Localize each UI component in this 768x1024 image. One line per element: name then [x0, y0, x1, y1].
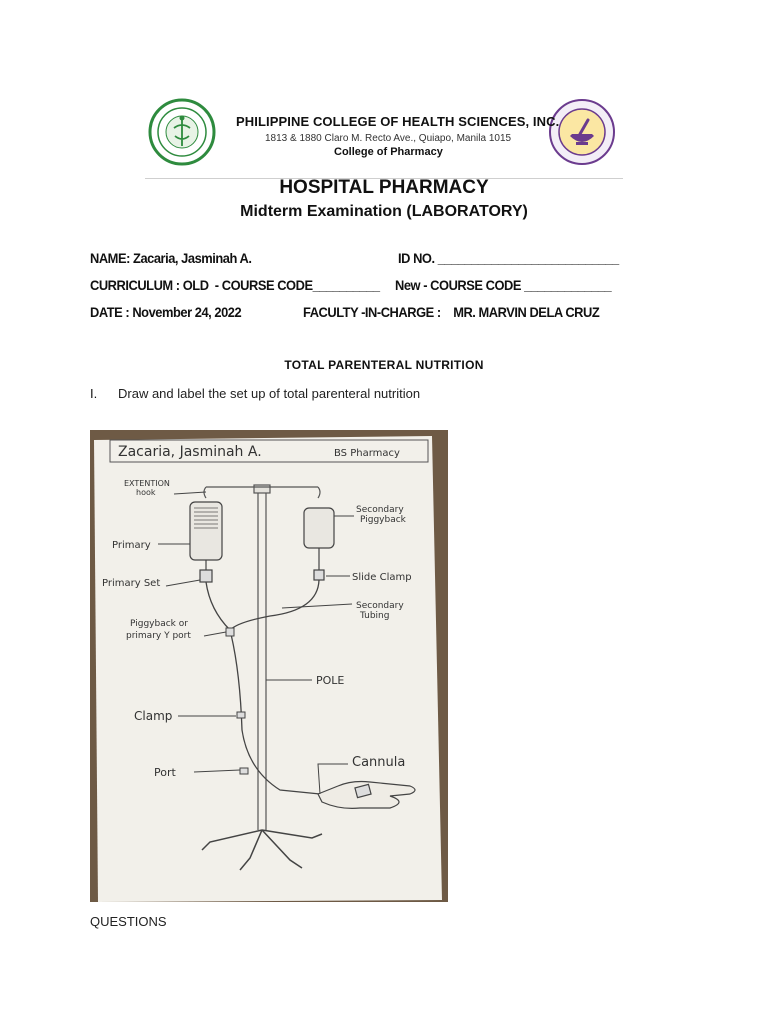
faculty-in-charge: FACULTY -IN-CHARGE : MR. MARVIN DELA CRUZ — [303, 304, 600, 320]
label-piggyback-2: primary Y port — [126, 631, 191, 641]
label-primary: Primary — [112, 540, 151, 551]
label-primary-set: Primary Set — [102, 578, 161, 589]
exam-date: DATE : November 24, 2022 — [90, 304, 242, 320]
label-secondary-tubing-2: Tubing — [360, 611, 390, 621]
drawing-student-name: Zacaria, Jasminah A. — [118, 444, 262, 460]
label-slide-clamp: Slide Clamp — [352, 572, 412, 583]
label-secondary-tubing: Secondary — [356, 601, 404, 611]
college-seal-green — [148, 98, 216, 166]
label-clamp: Clamp — [134, 709, 173, 723]
curriculum-new-code: New - COURSE CODE _____________ — [395, 277, 612, 293]
y-port — [226, 628, 234, 636]
school-address: 1813 & 1880 Claro M. Recto Ave., Quiapo, Manila 1015 — [265, 133, 512, 144]
label-piggyback: Piggyback or — [130, 619, 188, 629]
curriculum-old-code: CURRICULUM : OLD - COURSE CODE__________ — [90, 277, 380, 293]
question-number: I. — [90, 386, 98, 401]
label-pole: POLE — [316, 674, 345, 687]
questions-heading: QUESTIONS — [90, 914, 167, 929]
document-title: HOSPITAL PHARMACY — [279, 177, 489, 198]
label-cannula: Cannula — [352, 755, 406, 770]
label-port: Port — [154, 766, 176, 779]
label-extension-hook-2: hook — [136, 488, 156, 497]
label-secondary-piggyback: Secondary — [356, 505, 404, 515]
school-name: PHILIPPINE COLLEGE OF HEALTH SCIENCES, INC. — [236, 114, 560, 129]
id-number: ID NO. ___________________________ — [398, 250, 619, 266]
section-title: TOTAL PARENTERAL NUTRITION — [284, 358, 484, 372]
pharmacy-seal-purple — [548, 98, 616, 166]
tpn-setup-drawing — [90, 430, 448, 902]
question-text: Draw and label the set up of total parenteral nutrition — [118, 386, 421, 401]
drawing-program: BS Pharmacy — [334, 448, 400, 459]
student-name: NAME: Zacaria, Jasminah A. — [90, 250, 252, 266]
label-secondary-piggyback-2: Piggyback — [360, 515, 406, 525]
injection-port — [240, 768, 248, 774]
document-subtitle: Midterm Examination (LABORATORY) — [240, 203, 528, 220]
roller-clamp — [237, 712, 245, 718]
label-extension-hook: EXTENTION — [124, 479, 170, 488]
college-name: College of Pharmacy — [334, 146, 443, 158]
